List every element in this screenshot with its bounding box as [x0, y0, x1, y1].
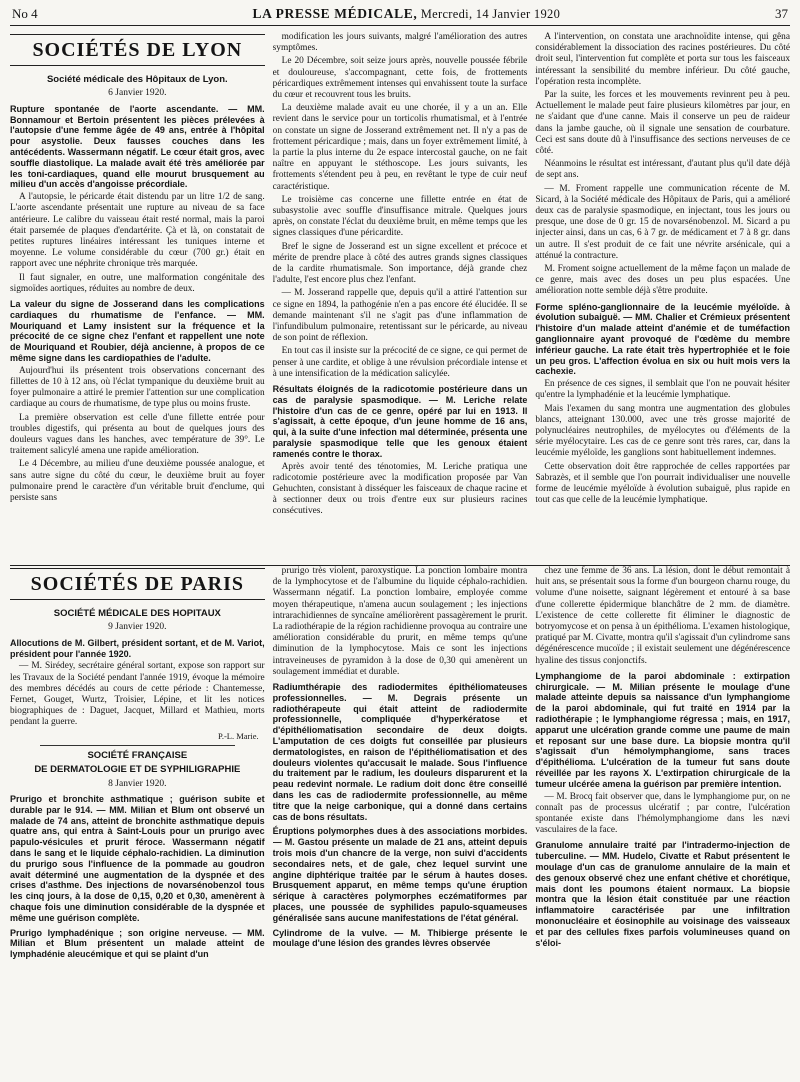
paris-session-date-1: 9 Janvier 1920.: [108, 622, 167, 633]
lyon-section: [10, 32, 790, 565]
body-paragraph: Bref le signe de Josserand est un signe excellent et précoce et mérite de prendre place à côté des autres grands signes classiques de la cardite rhumatismale. Son importance, déjà grande chez l'adulte, l'est encore plus chez l'enfant.: [272, 241, 528, 286]
paris-col1a-text: [10, 638, 265, 729]
body-paragraph: Néanmoins le résultat est intéressant, d'autant plus qu'il date déjà de sept ans.: [535, 159, 790, 181]
article-heading-paragraph: Prurigo lymphadénique ; son origine nerveuse. — MM. Milian et Blum présentent un malade atteint de lymphadénie aleucémique et qui se plaint d'un: [10, 927, 265, 960]
article-heading-paragraph: Lymphangiome de la paroi abdominale : extirpation chirurgicale. — M. Milian présente le moulage d'une malade atteinte depuis sa naissance d'un lymphangiome de la paroi abdominale, qui fut traité en 1914 par la radiothérapie ; le lymphangiome régressa ; mais, en 1917, apparut une ulcération grande comme une paume de main et reposant sur une base dure. La biopsie montra qu'il s'agissait d'un hémolymphangiome, sans traces d'épithélioma. L'ulcération de la tumeur fut sans doute réveillée par les rayons X. L'extirpation chirurgicale de la tumeur ulcérée amena la guérison par première intention.: [535, 670, 790, 789]
body-paragraph: M. Froment soigne actuellement de la même façon un malade de ce genre, mais avec des doses un peu plus espacées. Une amélioration notte semble déjà s'être produite.: [535, 264, 790, 297]
body-paragraph: modification les jours suivants, malgré l'amélioration des autres symptômes.: [272, 32, 528, 54]
lyon-society-name: Société médicale des Hôpitaux de Lyon.: [46, 74, 228, 85]
lyon-col1-text: [10, 104, 265, 504]
journal-title-line: [252, 6, 560, 22]
article-heading-paragraph: Granulome annulaire traité par l'intradermo-injection de tuberculine. — MM. Hudelo, Civatte et Rabut présentent le moulage d'un cas de granulome annulaire de la main et des genoux observé chez une enfant chétive et chorétique, mais dont les poumons étaient normaux. La biopsie montra que la lésion était constituée par une réaction inflammatoire caractérisée par une infiltration mononucléaire et éosinophile au voisinage des vaisseaux et par des cellules fixes parfois volumineuses quand on s'éloi-: [535, 840, 790, 948]
lyon-session-date: 6 Janvier 1920.: [108, 88, 167, 99]
journal-name: LA PRESSE MÉDICALE,: [252, 6, 418, 21]
paris-society-1: SOCIÉTÉ MÉDICALE DES HOPITAUX: [53, 608, 221, 619]
paris-session-date-2: 8 Janvier 1920.: [108, 778, 167, 789]
body-paragraph: A l'autopsie, le péricarde était distendu par un litre 1/2 de sang. L'aorte ascendante présentait une rupture au niveau de sa face antérieure. Le calibre du vaisseau était resté normal, mais la paroi était parsemée de plaques d'endartérite. Çà et là, on constatait de petites ruptures linéaires intéressant les tuniques interne et moyenne. Le volume considérable du cœur (700 gr.) était en rapport avec une néphrite chronique très marquée.: [10, 192, 265, 270]
paris-society-2-line2: DE DERMATOLOGIE ET DE SYPHILIGRAPHIE: [34, 764, 241, 776]
body-paragraph: — M. Brocq fait observer que, dans le lymphangiome pur, on ne connaît pas de processus ulcératif ; par contre, l'ulcération spontanée existe dans l'hémolymphangiome dans les nævi vasculaires de la face.: [535, 791, 790, 836]
article-heading-paragraph: Rupture spontanée de l'aorte ascendante. — MM. Bonnamour et Bertoin présentent les pièces prélevées à l'autopsie d'une femme âgée de 49 ans, entrée à l'hôpital pour asystolie. Deux fausses couches dans les antécédents. Wassermann négatif. Le cœur était gros, avec souffle diastolique. La malade avait été très améliorée par les toni-cardiaques, quand elle mourut brusquement au milieu d'un accès d'angoisse précordiale.: [10, 103, 265, 190]
article-heading-paragraph: Résultats éloignés de la radicotomie postérieure dans un cas de paralysie spasmodique. — M. Leriche relate l'histoire d'un cas de ce genre, opéré par lui en 1913. Il s'agissait, à cette époque, d'un jeune homme de 16 ans, qui, à la suite d'une infection mal déterminée, présenta une paralysie spasmodique telle que les genoux étaient ramenés contre le thorax.: [272, 384, 528, 459]
paris-col1b-text: [10, 794, 265, 960]
body-paragraph: Cette observation doit être rapprochée de celles rapportées par Sabrazès, et il semble que l'on pourrait individualiser une nouvelle forme de leucémie myéloïde à évolution subaiguë, plus rapide en tout cas que celle de la leucémie lymphatique.: [535, 461, 790, 506]
article-heading-paragraph: Cylindrome de la vulve. — M. Thibierge présente le moulage d'une lésion des grandes lèvres observée: [272, 927, 528, 949]
article-heading-paragraph: Allocutions de M. Gilbert, président sortant, et de M. Variot, président pour l'année 1920.: [10, 637, 265, 659]
body-paragraph: Mais l'examen du sang montra une augmentation des globules blancs, atteignant 130.000, avec une très grosse majorité de polynucléaires neutrophiles, de myélocytes ou d'éléments de la série myélocytaire. Les cas de ce genre sont très rares, car, dans la leucémie myéloïde, les ganglions sont habituellement indemnes.: [535, 403, 790, 459]
body-paragraph: En tout cas il insiste sur la précocité de ce signe, ce qui permet de penser à une cardite, et oblige à une révulsion précordiale intense et à une intensification de la médication salicylée.: [272, 346, 528, 379]
body-paragraph: — M. Josserand rappelle que, depuis qu'il a attiré l'attention sur ce signe en 1894, la pathogénie n'en a pas encore été élucidée. Il se demande maintenant s'il ne s'agit pas d'une inflammation de l'infundibulum pulmonaire, retentissant sur le péricarde, au niveau de son point de réflexion.: [272, 288, 528, 344]
article-heading-paragraph: Radiumthérapie des radiodermites épithéliomateuses professionnelles. — M. Degrais présente un radiothérapeute qui était atteint de radiodermite professionnelle, compliquée d'hyperkératose et d'épithéliomatisation secondaire de deux doigts. L'amputation de ces doigts fut conseillée par plusieurs dermatologistes, en raison de l'épithéliomatisation et des douleurs violentes qu'accusait le malade. Sous l'influence du traitement par le radium, les douleurs disparurent et la peau redevint normale. Le radium doit donc être conseillé dans les cas de radiodermite professionnelle, au même titre que la neige carbonique, qui a donné dans certains cas de bons résultats.: [272, 682, 528, 822]
paris-section: [10, 566, 790, 1042]
body-paragraph: prurigo très violent, paroxystique. La ponction lombaire montra de la lymphocytose et de l'albumine du liquide céphalo-rachidien. Wassermann négatif. La ponction lombaire, employée comme moyen thérapeutique, n'amena aucun soulagement ; les injections intrarachidiennes de syncaïne améliorèrent passagèrement le prurit. La radiothérapie de la région rachidienne provoqua au contraire une amélioration considérable du prurit, en même temps qu'une diminution de la lymphocytose. Mais ce sont les injections intraveineuses de pyramidon à la dose de 0,30 qui amenèrent un soulagement immédiat et durable.: [272, 566, 528, 677]
running-header: [10, 6, 790, 26]
page-number: 37: [774, 6, 788, 21]
issue-number: No 4: [12, 6, 38, 21]
body-paragraph: Le 4 Décembre, au milieu d'une deuxième poussée analogue, et sans autre signe du côté du cœur, le deuxième bruit au foyer pulmonaire prend le caractère d'un véritable bruit d'enclume, qui persiste sans: [10, 459, 265, 503]
body-paragraph: — M. Froment rappelle une communication récente de M. Sicard, à la Société médicale des Hôpitaux de Paris, qui a amélioré deux cas de paralysie spasmodique, en injectant, tous les jours ou presque, une dose de 0 gr. 15 de novarsénobenzol. M. Sicard a pu injecter ainsi, dans un cas, 6 à 7 gr. de médicament et 7 à 8 gr. dans un autre. Il s'est produit de ce fait une névrite arsénicale, qui a atténué la contracture.: [535, 183, 790, 261]
paris-column-1: [10, 566, 265, 1042]
subsection-divider: [40, 745, 235, 746]
body-paragraph: Il faut signaler, en outre, une malformation congénitale des sigmoïdes aortiques, réduites au nombre de deux.: [10, 272, 265, 294]
body-paragraph: Le troisième cas concerne une fillette entrée en état de subasystolie avec souffle d'insuffisance mitrale. Quelques jours après, on constate l'éclat du deuxième bruit, en même temps que les signes classiques d'une péricardite.: [272, 194, 528, 239]
body-paragraph: chez une femme de 36 ans. La lésion, dont le début remontait à huit ans, se présentait sous la forme d'un bourgeon charnu rouge, du volume d'une noisette, saignant légèrement et entouré à sa base d'une collerette épidermique blanchâtre de 2 mm. de diamètre. L'existence de cette collerette fit éliminer le diagnostic de botryomycose et on pensa à un épithélioma. L'examen histologique, pratiqué par M. Civatte, montra qu'il s'agissait d'un cylindrome sans dégénérescence mucoïde ; il existait seulement une dégénérescence hyaline des tissus conjonctifs.: [535, 566, 790, 666]
article-heading-paragraph: Éruptions polymorphes dues à des associations morbides. — M. Gastou présente un malade de 21 ans, atteint depuis trois mois d'un chancre de la verge, non suivi d'accidents secondaires nets, et de gale, chez lequel survint une angine diphtérique traitée par le sérum à hautes doses. Brusquement apparut, en même temps qu'une éruption sérique à caractères polymorphes eczématiformes par places, une poussée de syphilides papulo-squameuses généralisée sans aucune manifestations de l'état général.: [272, 826, 528, 923]
paris-column-3: [535, 566, 790, 1042]
body-paragraph: La deuxième malade avait eu une chorée, il y a un an. Elle revient dans le service pour un torticolis rhumatismal, et à l'entrée on constate un signe de Josserand extrêmement net. Il n'y a pas de frottement péricardique ; mais, dans un foyer extrêmement limité, à la partie la plus interne du 2e espace intercostal gauche, on ne fait naître en appuyant le stéthoscope. Les jours suivants, les frottements s'étendent peu à peu, en revêtant le type de cuir neuf caractéristique.: [272, 103, 528, 192]
body-paragraph: Aujourd'hui ils présentent trois observations concernant des fillettes de 10 à 12 ans, où l'éclat tympanique du deuxième bruit au foyer pulmonaire a attiré le premier l'attention sur une complication cardiaque au cours de rhumatisme, de type plus ou moins fruste.: [10, 365, 265, 410]
paris-society-2: SOCIÉTÉ FRANÇAISE: [87, 749, 188, 761]
article-heading-paragraph: Forme spléno-ganglionnaire de la leucémie myéloïde. à évolution subaiguë. — MM. Chalier et Crémieux présentent l'histoire d'un malade atteint d'anémie et de tuméfaction ganglionnaire ayant provoqué de l'œdème du membre inférieur gauche. La rate était très hypertrophiée et le foie un peu gros. L'affection évolua en six ou huit mois vers la cachexie.: [535, 301, 790, 377]
lyon-column-3: [535, 32, 790, 565]
article-heading-paragraph: La valeur du signe de Josserand dans les complications cardiaques du rhumatisme de l'enfance. — MM. Mouriquand et Lamy insistent sur la fréquence et la précocité de ce signe chez l'enfant et rappellent une note de Mouriquand et Roubier, déjà ancienne, à propos de ce même signe dans les cardiopathies de l'adulte.: [10, 298, 265, 363]
body-paragraph: La première observation est celle d'une fillette entrée pour troubles digestifs, qui présenta au bout de quelques jours des douleurs vagues dans les hanches, avec température de 39°. Le traitement salicylé amena une rapide amélioration.: [10, 412, 265, 457]
author-signature: P.-L. Marie.: [218, 730, 259, 741]
article-heading-paragraph: Prurigo et bronchite asthmatique ; guérison subite et durable par le 914. — MM. Milian et Blum ont observé un malade de 74 ans, atteint de bronchite asthmatique depuis quatre ans, qui entra à Saint-Louis pour un prurigo avec papulo-vésicules et prurit féroce. Wassermann négatif dans le sang et le liquide céphalo-rachidien. La diminution du prurigo sous l'influence de la pommade au goudron avait déterminé une augmentation de la dyspnée et des crises d'asthme. Des injections de novarsénobenzol tous les cinq jours, à la dose de 0,15, 0,20 et 0,30, amenèrent à chaque fois une diminution considérable de la dyspnée et même une guérison complète.: [10, 793, 265, 923]
lyon-heading: SOCIÉTÉS DE LYON: [10, 34, 265, 66]
journal-page: [10, 0, 790, 1078]
body-paragraph: — M. Sirédey, secrétaire général sortant, expose son rapport sur les Travaux de la Société pendant l'année 1919, évoque la mémoire des membres décédés au cours de cette période : Chantemesse, Fernet, Gouget, Wurtz, Troisier, Lépine, et lit les notices biographiques de : Daguet, Jacquet, Millard et Mathieu, morts pendant la guerre.: [10, 661, 265, 728]
body-paragraph: Le 20 Décembre, soit seize jours après, nouvelle poussée fébrile et douloureuse, s'accompagnant, cette fois, de frottements péricardiques extrêmement intenses qui envahissent toute la surface du cœur et recouvrent tous les bruits.: [272, 56, 528, 101]
lyon-column-2: [273, 32, 528, 565]
body-paragraph: Après avoir tenté des ténotomies, M. Leriche pratiqua une radicotomie postérieure avec la modification proposée par Van Gehuchten, consistant à disséquer les faisceaux de chaque racine et à sectionner deux ou trois d'entre eux sur plusieurs racines consécutives.: [272, 461, 528, 517]
body-paragraph: A l'intervention, on constata une arachnoïdite intense, qui gêna considérablement la dissociation des racines postérieures. Du côté droit seul, l'intervention fut complète et porta sur tous les faisceaux intéressant la sensibilité du membre inférieur. Du côté gauche, l'opération resta incomplète.: [535, 32, 790, 87]
issue-date: Mercredi, 14 Janvier 1920: [420, 7, 561, 21]
paris-column-2: [273, 566, 528, 1042]
paris-heading: SOCIÉTÉS DE PARIS: [10, 568, 265, 600]
lyon-column-1: [10, 32, 265, 565]
body-paragraph: En présence de ces signes, il semblait que l'on ne pouvait hésiter qu'entre la lymphadénie et la leucémie lymphatique.: [535, 379, 790, 401]
body-paragraph: Par la suite, les forces et les mouvements revinrent peu à peu. Actuellement le malade peut faire plusieurs kilomètres par jour, en ne s'aidant que d'une canne. Mais il conserve un peu de raideur dans la jambe gauche, où il signale une sensation de courbature. Ceci est sans doute dû à l'insuffisance des sections nerveuses de ce côté.: [535, 90, 790, 157]
